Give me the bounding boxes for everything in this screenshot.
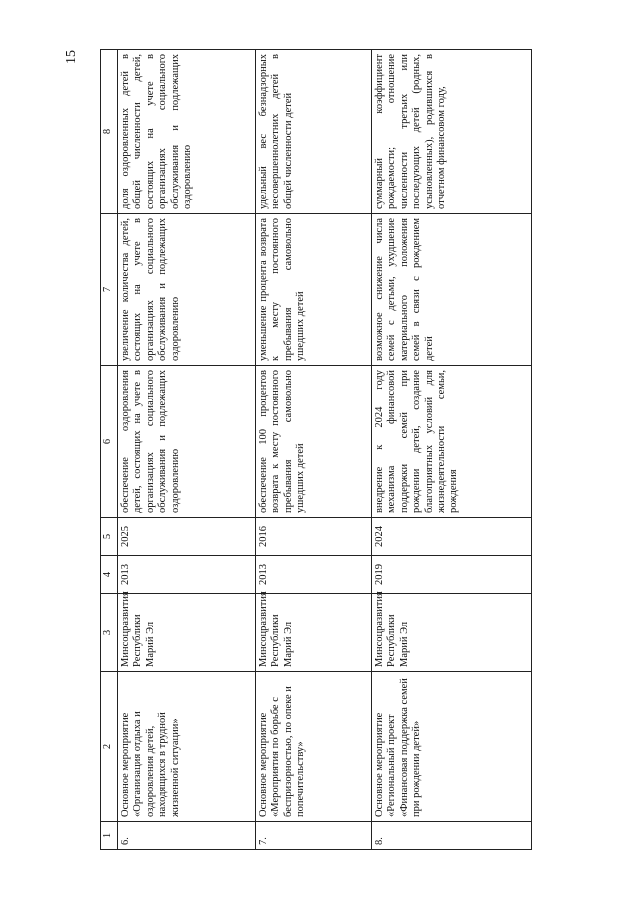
- non-implementation-consequence: возможное снижение числа семей с детьми, ухудшение материального положения семей в связи с рождением детей: [372, 214, 532, 366]
- column-number: 5: [101, 518, 118, 556]
- expected-result: внедрение к 2024 году механизма финансовой поддержки семей при рождении детей, создание благоприятных условий для жизнедеятельности семьи, рождения: [372, 366, 532, 518]
- column-number: 4: [101, 556, 118, 594]
- executor: Минсоцразвития Республики Марий Эл: [256, 594, 372, 672]
- executor: Минсоцразвития Республики Марий Эл: [372, 594, 532, 672]
- column-number: 1: [101, 822, 118, 850]
- column-number: 3: [101, 594, 118, 672]
- start-year: 2013: [256, 556, 372, 594]
- row-number: 8.: [372, 822, 532, 850]
- event-name: Основное мероприятие «Мероприятия по борьбе с беспризорностью, по опеке и попечительству»: [256, 672, 372, 822]
- program-events-table: [100, 49, 532, 850]
- executor: Минсоцразвития Республики Марий Эл: [118, 594, 256, 672]
- end-year: 2024: [372, 518, 532, 556]
- column-number: 8: [101, 50, 118, 214]
- related-indicator: доля оздоровленных детей в общей численности детей, состоящих на учете в организациях социального обслуживания и подлежащих оздоровлению: [118, 50, 256, 214]
- table-row: [256, 50, 372, 850]
- event-name: Основное мероприятие «Региональный проект «Финансовая поддержка семей при рождении детей»: [372, 672, 532, 822]
- expected-result: обеспечение 100 процентов возврата к месту постоянного пребывания самовольно ушедших детей: [256, 366, 372, 518]
- table-row: [118, 50, 256, 850]
- rotated-table-container: [100, 50, 530, 850]
- column-number: 6: [101, 366, 118, 518]
- column-number: 2: [101, 672, 118, 822]
- end-year: 2016: [256, 518, 372, 556]
- row-number: 6.: [118, 822, 256, 850]
- start-year: 2013: [118, 556, 256, 594]
- related-indicator: удельный вес безнадзорных несовершеннолетних детей в общей численности детей: [256, 50, 372, 214]
- start-year: 2019: [372, 556, 532, 594]
- end-year: 2025: [118, 518, 256, 556]
- event-name: Основное мероприятие «Организация отдыха и оздоровления детей, находящихся в трудной жизненной ситуации»: [118, 672, 256, 822]
- non-implementation-consequence: уменьшение процента возврата к месту постоянного пребывания самовольно ушедших детей: [256, 214, 372, 366]
- table-row: [372, 50, 532, 850]
- column-number-row: [101, 50, 118, 850]
- row-number: 7.: [256, 822, 372, 850]
- related-indicator: суммарный коэффициент рождаемости; отношение численности третьих или последующих детей (родных, усыновленных), родившихся в отчетном финансовом году,: [372, 50, 532, 214]
- page-number: 15: [64, 50, 79, 64]
- expected-result: обеспечение оздоровления детей, состоящих на учете в организациях социального обслуживания и подлежащих оздоровлению: [118, 366, 256, 518]
- column-number: 7: [101, 214, 118, 366]
- non-implementation-consequence: увеличение количества детей, состоящих на учете в организациях социального обслуживания и подлежащих оздоровлению: [118, 214, 256, 366]
